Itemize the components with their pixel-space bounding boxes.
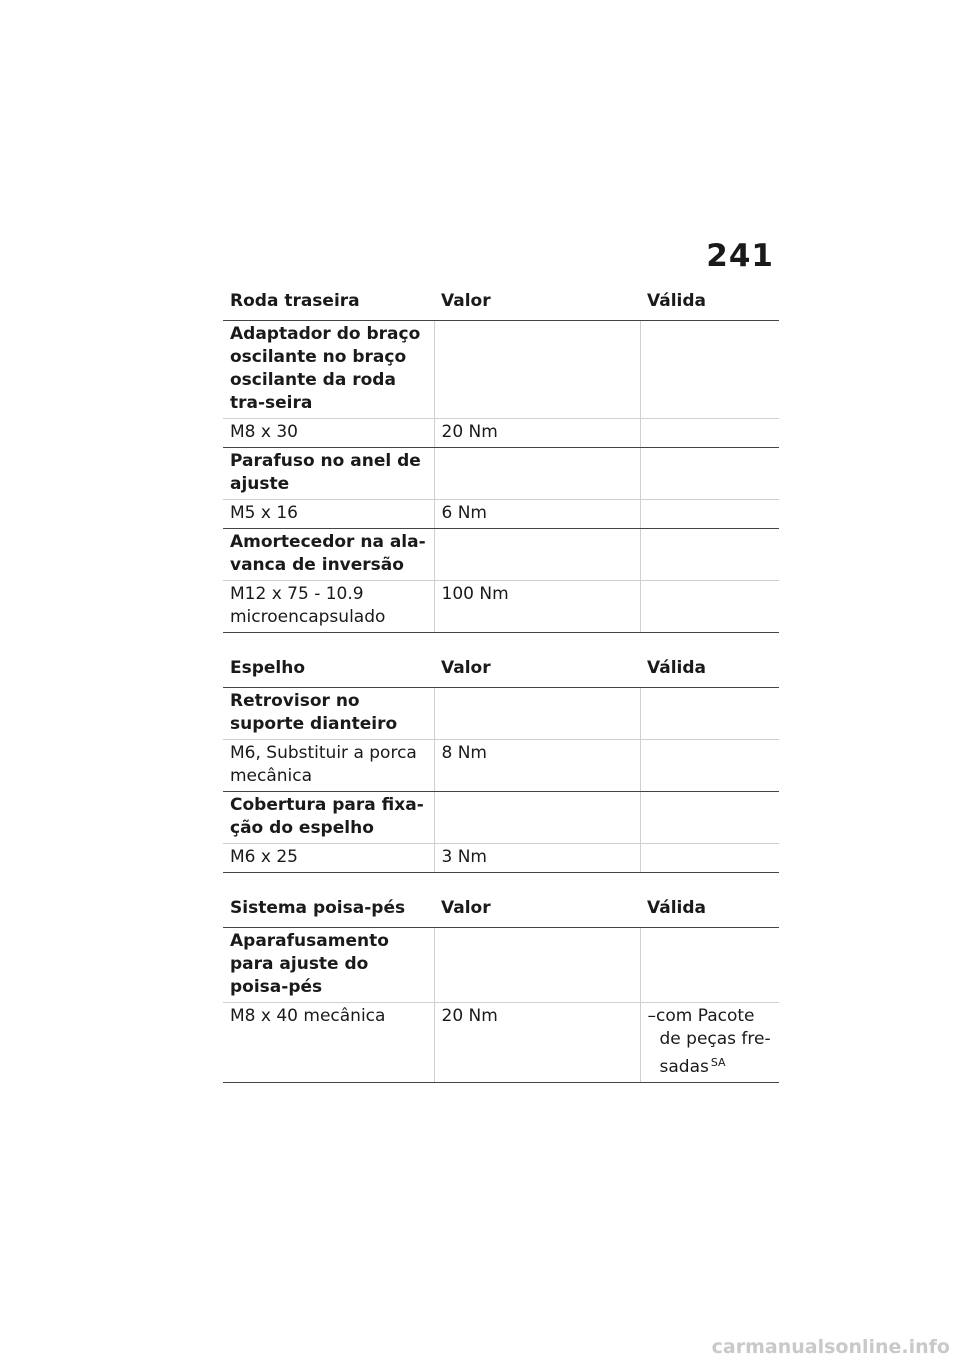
empty-cell [640, 448, 779, 500]
valid-cell [640, 581, 779, 633]
valid-cell [640, 419, 779, 448]
group-title: Parafuso no anel de ajuste [223, 448, 434, 500]
spec-cell: M12 x 75 - 10.9 microencapsulado [223, 581, 434, 633]
value-cell: 8 Nm [434, 740, 640, 792]
value-cell: 3 Nm [434, 844, 640, 873]
table-header-row [223, 653, 779, 688]
table-group-row [223, 792, 779, 844]
spec-cell: M6 x 25 [223, 844, 434, 873]
spec-table-sistema-poisa-pes [223, 893, 779, 1083]
group-title: Cobertura para fixa-ção do espelho [223, 792, 434, 844]
group-title: Retrovisor no suporte dianteiro [223, 688, 434, 740]
spec-cell: M6, Substituir a porca mecânica [223, 740, 434, 792]
empty-cell [640, 321, 779, 419]
spec-cell: M8 x 40 mecânica [223, 1003, 434, 1083]
table-row [223, 500, 779, 529]
valid-cell [640, 1003, 779, 1083]
table-row [223, 1003, 779, 1083]
empty-cell [640, 928, 779, 1003]
group-title: Aparafusamento para ajuste do poisa-pés [223, 928, 434, 1003]
spec-table-espelho [223, 653, 779, 873]
table-group-row [223, 321, 779, 419]
table-group-row [223, 529, 779, 581]
watermark-footer: carmanualsonline.info [711, 1336, 950, 1358]
empty-cell [640, 529, 779, 581]
table-group-row [223, 928, 779, 1003]
page-number: 241 [706, 238, 774, 274]
column-header-valid: Válida [640, 286, 779, 321]
value-cell: 6 Nm [434, 500, 640, 529]
group-title: Amortecedor na ala-vanca de inversão [223, 529, 434, 581]
spec-cell: M5 x 16 [223, 500, 434, 529]
table-group-row [223, 688, 779, 740]
table-header-row [223, 286, 779, 321]
table-header-row [223, 893, 779, 928]
empty-cell [434, 688, 640, 740]
column-header-value: Valor [434, 893, 640, 928]
table-row [223, 844, 779, 873]
column-header-value: Valor [434, 653, 640, 688]
column-header-valid: Válida [640, 653, 779, 688]
empty-cell [434, 448, 640, 500]
empty-cell [640, 688, 779, 740]
empty-cell [434, 529, 640, 581]
table-group-row [223, 448, 779, 500]
empty-cell [640, 792, 779, 844]
valid-cell [640, 740, 779, 792]
table-row [223, 581, 779, 633]
empty-cell [434, 792, 640, 844]
empty-cell [434, 321, 640, 419]
spec-cell: M8 x 30 [223, 419, 434, 448]
column-header-value: Valor [434, 286, 640, 321]
spec-tables [223, 286, 779, 1083]
valid-cell [640, 500, 779, 529]
group-title-text: Adaptador do braço oscilante no braço oscilante da roda tra-seira [230, 324, 421, 413]
column-header-valid: Válida [640, 893, 779, 928]
table-row [223, 419, 779, 448]
column-header-component: Roda traseira [223, 286, 434, 321]
table-row [223, 740, 779, 792]
group-title [223, 321, 434, 419]
sa-superscript: SA [710, 1056, 726, 1069]
spec-table-roda-traseira [223, 286, 779, 633]
valid-cell [640, 844, 779, 873]
validity-note [648, 1005, 773, 1079]
empty-cell [434, 928, 640, 1003]
column-header-component: Sistema poisa-pés [223, 893, 434, 928]
column-header-component: Espelho [223, 653, 434, 688]
value-cell: 20 Nm [434, 419, 640, 448]
value-cell: 100 Nm [434, 581, 640, 633]
validity-note-text: –com Pacote de peças fre-sadas [647, 1006, 771, 1077]
value-cell: 20 Nm [434, 1003, 640, 1083]
